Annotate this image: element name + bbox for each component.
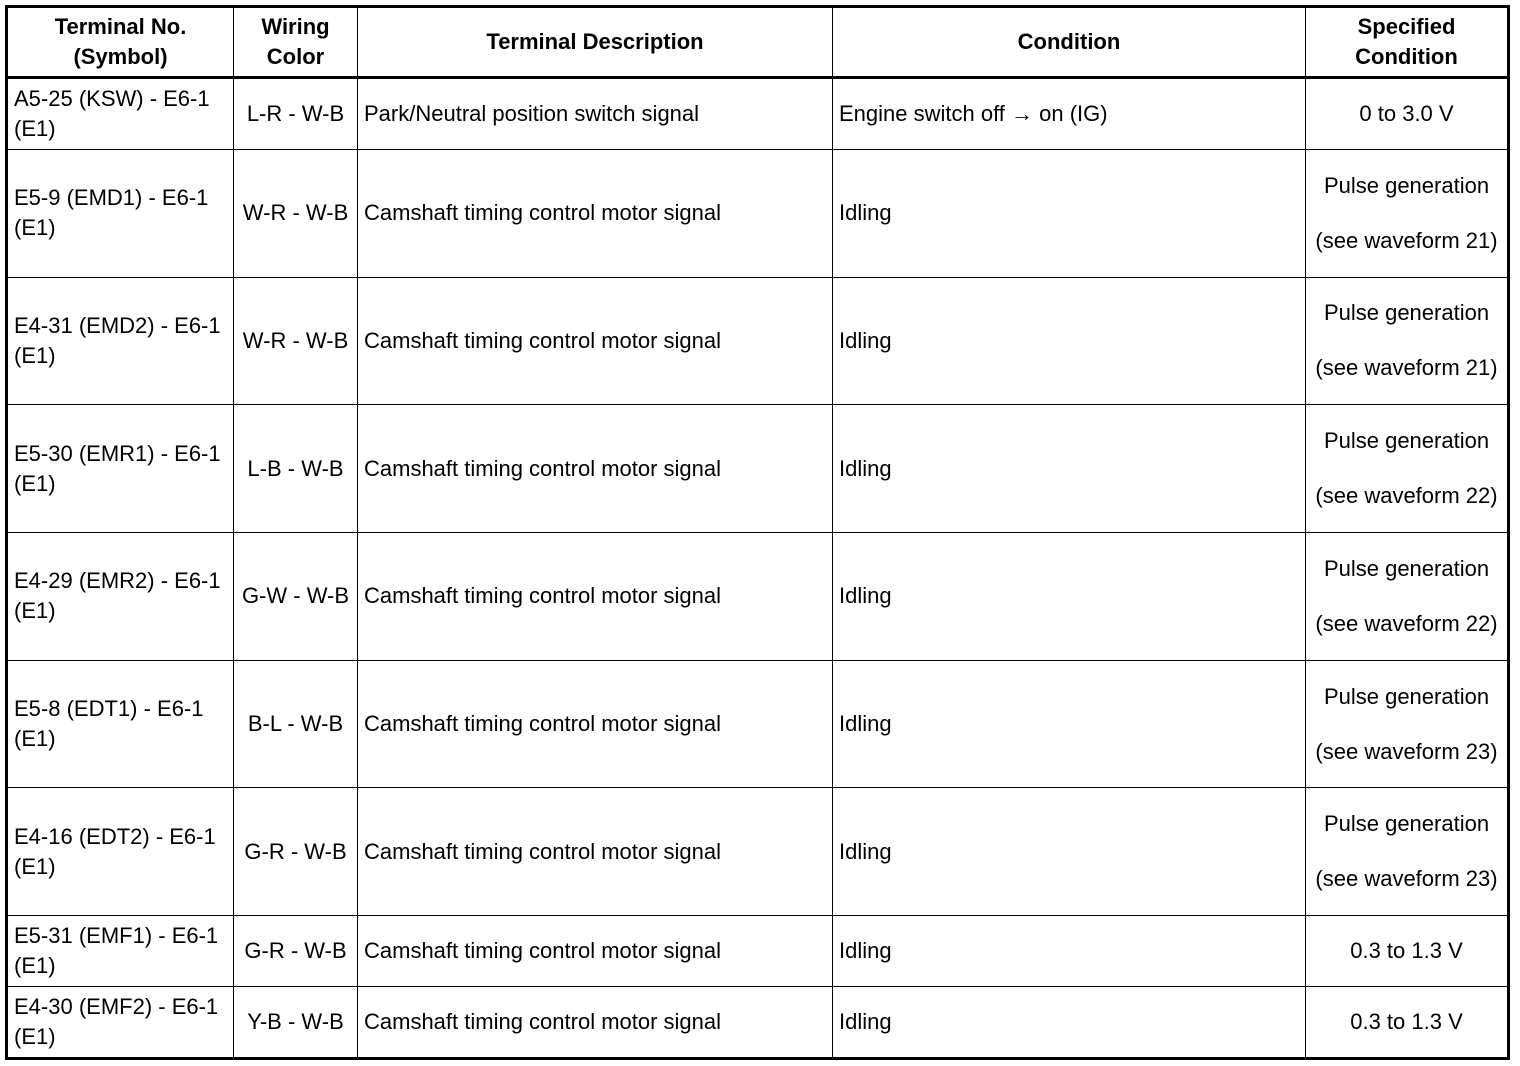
spec-pulse-text: Pulse generation [1323,300,1490,326]
cell-terminal: E5-31 (EMF1) - E6-1 (E1) [7,916,234,987]
header-specified-condition: Specified Condition [1306,7,1509,78]
spec-pulse-text: Pulse generation [1323,172,1490,198]
cell-wiring-color: Y-B - W-B [234,987,358,1059]
cell-wiring-color: B-L - W-B [234,660,358,788]
cell-terminal: E4-29 (EMR2) - E6-1 (E1) [7,533,234,661]
cell-specified: 0 to 3.0 V [1306,78,1509,150]
cell-description: Camshaft timing control motor signal [358,916,833,987]
cell-description: Camshaft timing control motor signal [358,533,833,661]
cell-description: Camshaft timing control motor signal [358,987,833,1059]
cell-terminal: E5-30 (EMR1) - E6-1 (E1) [7,405,234,533]
cell-specified [1306,660,1509,788]
cell-condition: Idling [833,149,1306,277]
cell-condition: Idling [833,405,1306,533]
spec-waveform-text: (see waveform 21) [1315,355,1498,381]
cell-specified [1306,405,1509,533]
spec-waveform-text: (see waveform 23) [1315,866,1498,892]
cell-description: Camshaft timing control motor signal [358,277,833,405]
cell-terminal: A5-25 (KSW) - E6-1 (E1) [7,78,234,150]
cell-description: Camshaft timing control motor signal [358,660,833,788]
table-header-row [7,7,1509,78]
cell-condition: Idling [833,533,1306,661]
spec-waveform-text: (see waveform 21) [1315,227,1498,253]
cell-condition: Idling [833,916,1306,987]
cell-specified: 0.3 to 1.3 V [1306,987,1509,1059]
cell-wiring-color: G-R - W-B [234,916,358,987]
terminal-inspection-table [5,5,1510,1060]
cell-wiring-color: W-R - W-B [234,277,358,405]
table-row [7,916,1509,987]
table-row [7,405,1509,533]
cell-terminal: E5-8 (EDT1) - E6-1 (E1) [7,660,234,788]
table-row [7,78,1509,150]
cell-description: Camshaft timing control motor signal [358,405,833,533]
cell-terminal: E4-16 (EDT2) - E6-1 (E1) [7,788,234,916]
cell-specified [1306,277,1509,405]
cell-specified [1306,533,1509,661]
cell-condition: Idling [833,987,1306,1059]
table-row [7,660,1509,788]
table-row [7,149,1509,277]
cell-wiring-color: G-W - W-B [234,533,358,661]
cell-specified [1306,788,1509,916]
cell-description: Camshaft timing control motor signal [358,149,833,277]
cell-specified: 0.3 to 1.3 V [1306,916,1509,987]
header-condition: Condition [833,7,1306,78]
cell-condition: Idling [833,788,1306,916]
cell-terminal: E4-30 (EMF2) - E6-1 (E1) [7,987,234,1059]
cell-wiring-color: L-R - W-B [234,78,358,150]
spec-waveform-text: (see waveform 22) [1315,483,1498,509]
table-row [7,533,1509,661]
cell-terminal: E4-31 (EMD2) - E6-1 (E1) [7,277,234,405]
cell-condition: Idling [833,660,1306,788]
spec-waveform-text: (see waveform 22) [1315,610,1498,636]
cell-wiring-color: W-R - W-B [234,149,358,277]
table-row [7,277,1509,405]
cell-terminal: E5-9 (EMD1) - E6-1 (E1) [7,149,234,277]
spec-pulse-text: Pulse generation [1323,811,1490,837]
cell-condition: Idling [833,277,1306,405]
cell-condition: Engine switch off → on (IG) [833,78,1306,150]
header-terminal-description: Terminal Description [358,7,833,78]
spec-waveform-text: (see waveform 23) [1315,738,1498,764]
header-terminal: Terminal No. (Symbol) [7,7,234,78]
table-row [7,987,1509,1059]
spec-pulse-text: Pulse generation [1323,428,1490,454]
header-wiring-color: Wiring Color [234,7,358,78]
spec-pulse-text: Pulse generation [1323,683,1490,709]
cell-description: Camshaft timing control motor signal [358,788,833,916]
table-row [7,788,1509,916]
cell-wiring-color: G-R - W-B [234,788,358,916]
cell-specified [1306,149,1509,277]
spec-pulse-text: Pulse generation [1323,555,1490,581]
cell-wiring-color: L-B - W-B [234,405,358,533]
cell-description: Park/Neutral position switch signal [358,78,833,150]
